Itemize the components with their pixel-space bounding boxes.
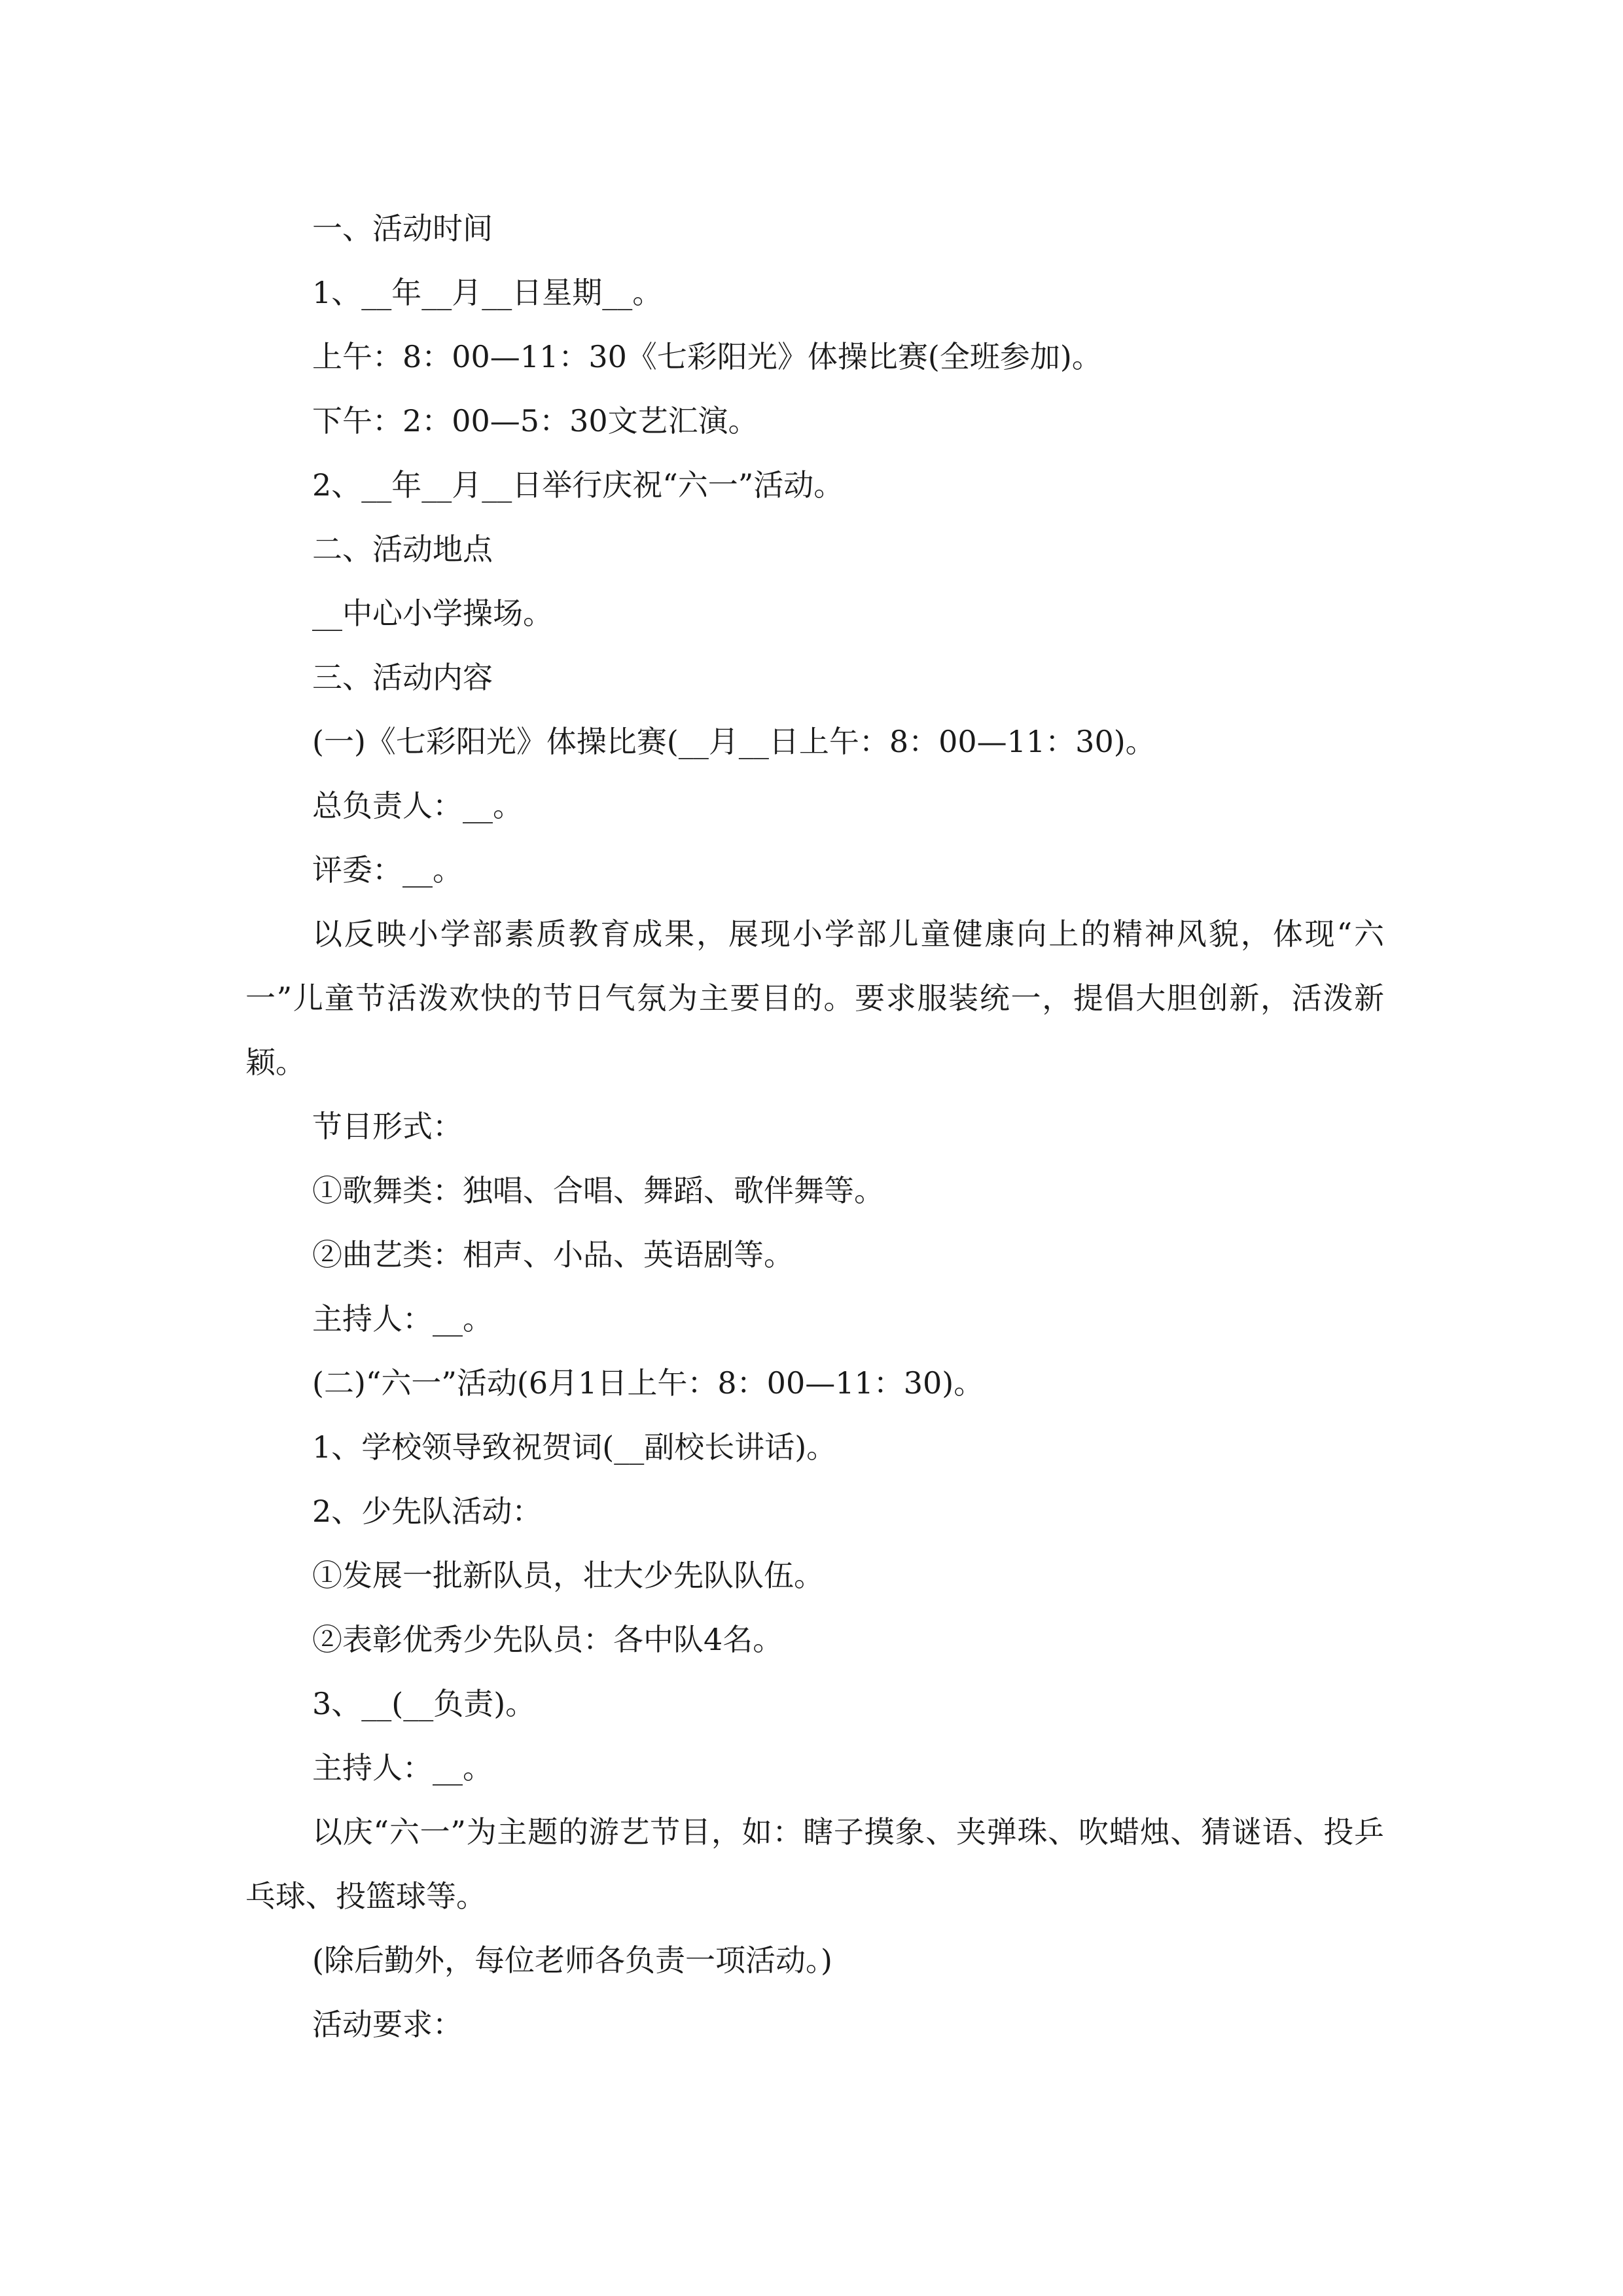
- subsection-childrens-day: (二)“六一”活动(6月1日上午：8：00—11：30)。: [312, 1365, 984, 1401]
- paragraph-purpose: 以反映小学部素质教育成果，展现小学部儿童健康向上的精神风貌，体现“六一”儿童节活泼欢快的节日气氛为主要目的。要求服装统一，提倡大胆创新，活泼新颖。: [245, 916, 1384, 1080]
- paragraph-host-2: 主持人：__。: [312, 1750, 493, 1785]
- list-item-folk-art: ②曲艺类：相声、小品、英语剧等。: [312, 1237, 794, 1272]
- paragraph-host-1: 主持人：__。: [312, 1301, 493, 1336]
- paragraph-location: __中心小学操场。: [312, 596, 553, 631]
- section-heading-content: 三、活动内容: [312, 660, 493, 695]
- document-body: [245, 196, 1384, 2056]
- paragraph-teachers: (除后勤外，每位老师各负责一项活动。): [312, 1943, 832, 1978]
- paragraph-games: 以庆“六一”为主题的游艺节目，如：瞎子摸象、夹弹珠、吹蜡烛、猜谜语、投乒乓球、投篮球等。: [245, 1814, 1384, 1914]
- list-item-new-members: ①发展一批新队员，壮大少先队队伍。: [312, 1558, 824, 1593]
- paragraph-judges: 评委：__。: [312, 852, 463, 888]
- section-heading-time: 一、活动时间: [312, 211, 493, 246]
- paragraph-speech: 1、学校领导致祝贺词(__副校长讲话)。: [312, 1429, 837, 1465]
- paragraph-pioneers: 2、少先队活动：: [312, 1494, 543, 1529]
- paragraph-afternoon: 下午：2：00—5：30文艺汇演。: [312, 403, 758, 439]
- list-item-song-dance: ①歌舞类：独唱、合唱、舞蹈、歌伴舞等。: [312, 1173, 884, 1208]
- section-heading-location: 二、活动地点: [312, 531, 493, 567]
- paragraph-program-form: 节目形式：: [312, 1109, 463, 1144]
- paragraph-requirements: 活动要求：: [312, 2007, 463, 2042]
- list-item-commend: ②表彰优秀少先队员：各中队4名。: [312, 1622, 783, 1657]
- subsection-gymnastics: (一)《七彩阳光》体操比赛(__月__日上午：8：00—11：30)。: [312, 724, 1156, 759]
- paragraph-morning: 上午：8：00—11：30《七彩阳光》体操比赛(全班参加)。: [312, 339, 1102, 374]
- paragraph-date-1: 1、__年__月__日星期__。: [312, 275, 663, 310]
- paragraph-item-3: 3、__(__负责)。: [312, 1686, 536, 1721]
- paragraph-chief: 总负责人：__。: [312, 788, 523, 823]
- paragraph-date-2: 2、__年__月__日举行庆祝“六一”活动。: [312, 467, 844, 503]
